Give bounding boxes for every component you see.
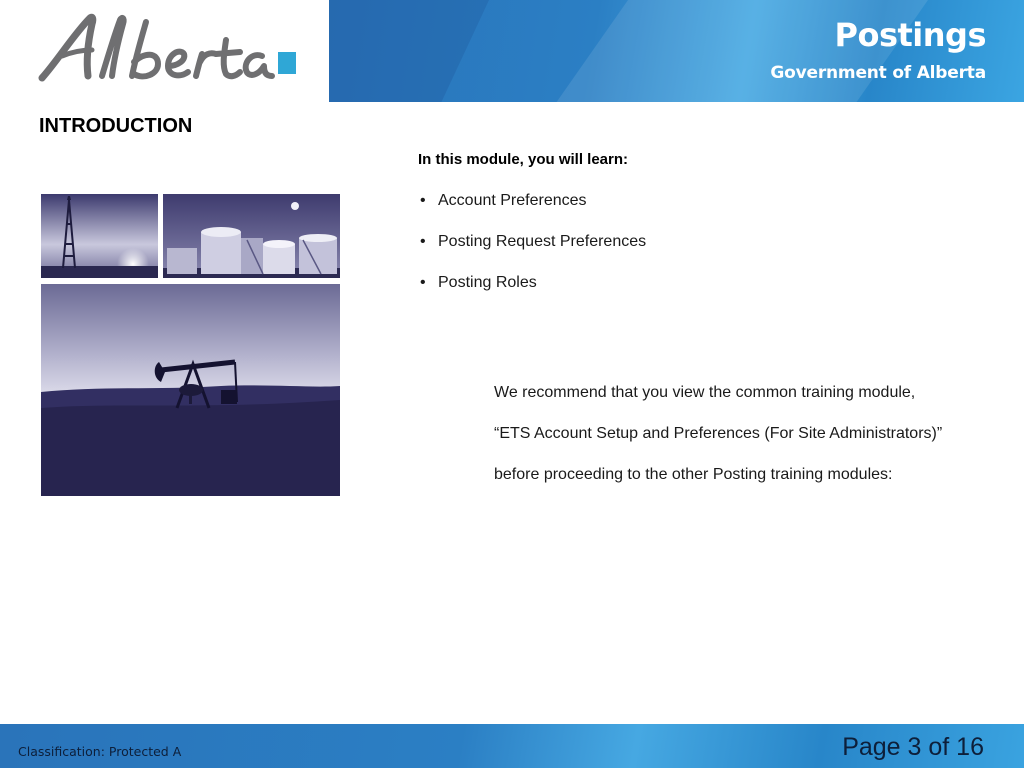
logo-teal-square <box>278 52 296 74</box>
bullet-icon: • <box>420 274 426 291</box>
header-subtitle: Government of Alberta <box>770 63 986 83</box>
recommendation-line-1: We recommend that you view the common training module, <box>494 384 916 401</box>
list-item: • Account Preferences <box>420 192 587 209</box>
bullet-icon: • <box>420 233 426 250</box>
bullet-icon: • <box>420 192 426 209</box>
classification-label: Classification: Protected A <box>18 744 182 759</box>
module-lead-text: In this module, you will learn: <box>418 151 629 168</box>
list-item: • Posting Request Preferences <box>420 233 647 250</box>
recommendation-line-3: before proceeding to the other Posting training modules: <box>494 466 893 483</box>
header-title: Postings <box>834 16 986 54</box>
recommendation-line-2: “ETS Account Setup and Preferences (For Site Administrators)” <box>494 425 943 442</box>
alberta-logo <box>36 10 296 90</box>
oil-industry-photo-collage <box>41 194 340 496</box>
list-item: • Posting Roles <box>420 274 537 291</box>
section-heading: INTRODUCTION <box>39 115 193 137</box>
learning-topics-list <box>420 192 646 315</box>
page-number: Page 3 of 16 <box>842 733 984 761</box>
